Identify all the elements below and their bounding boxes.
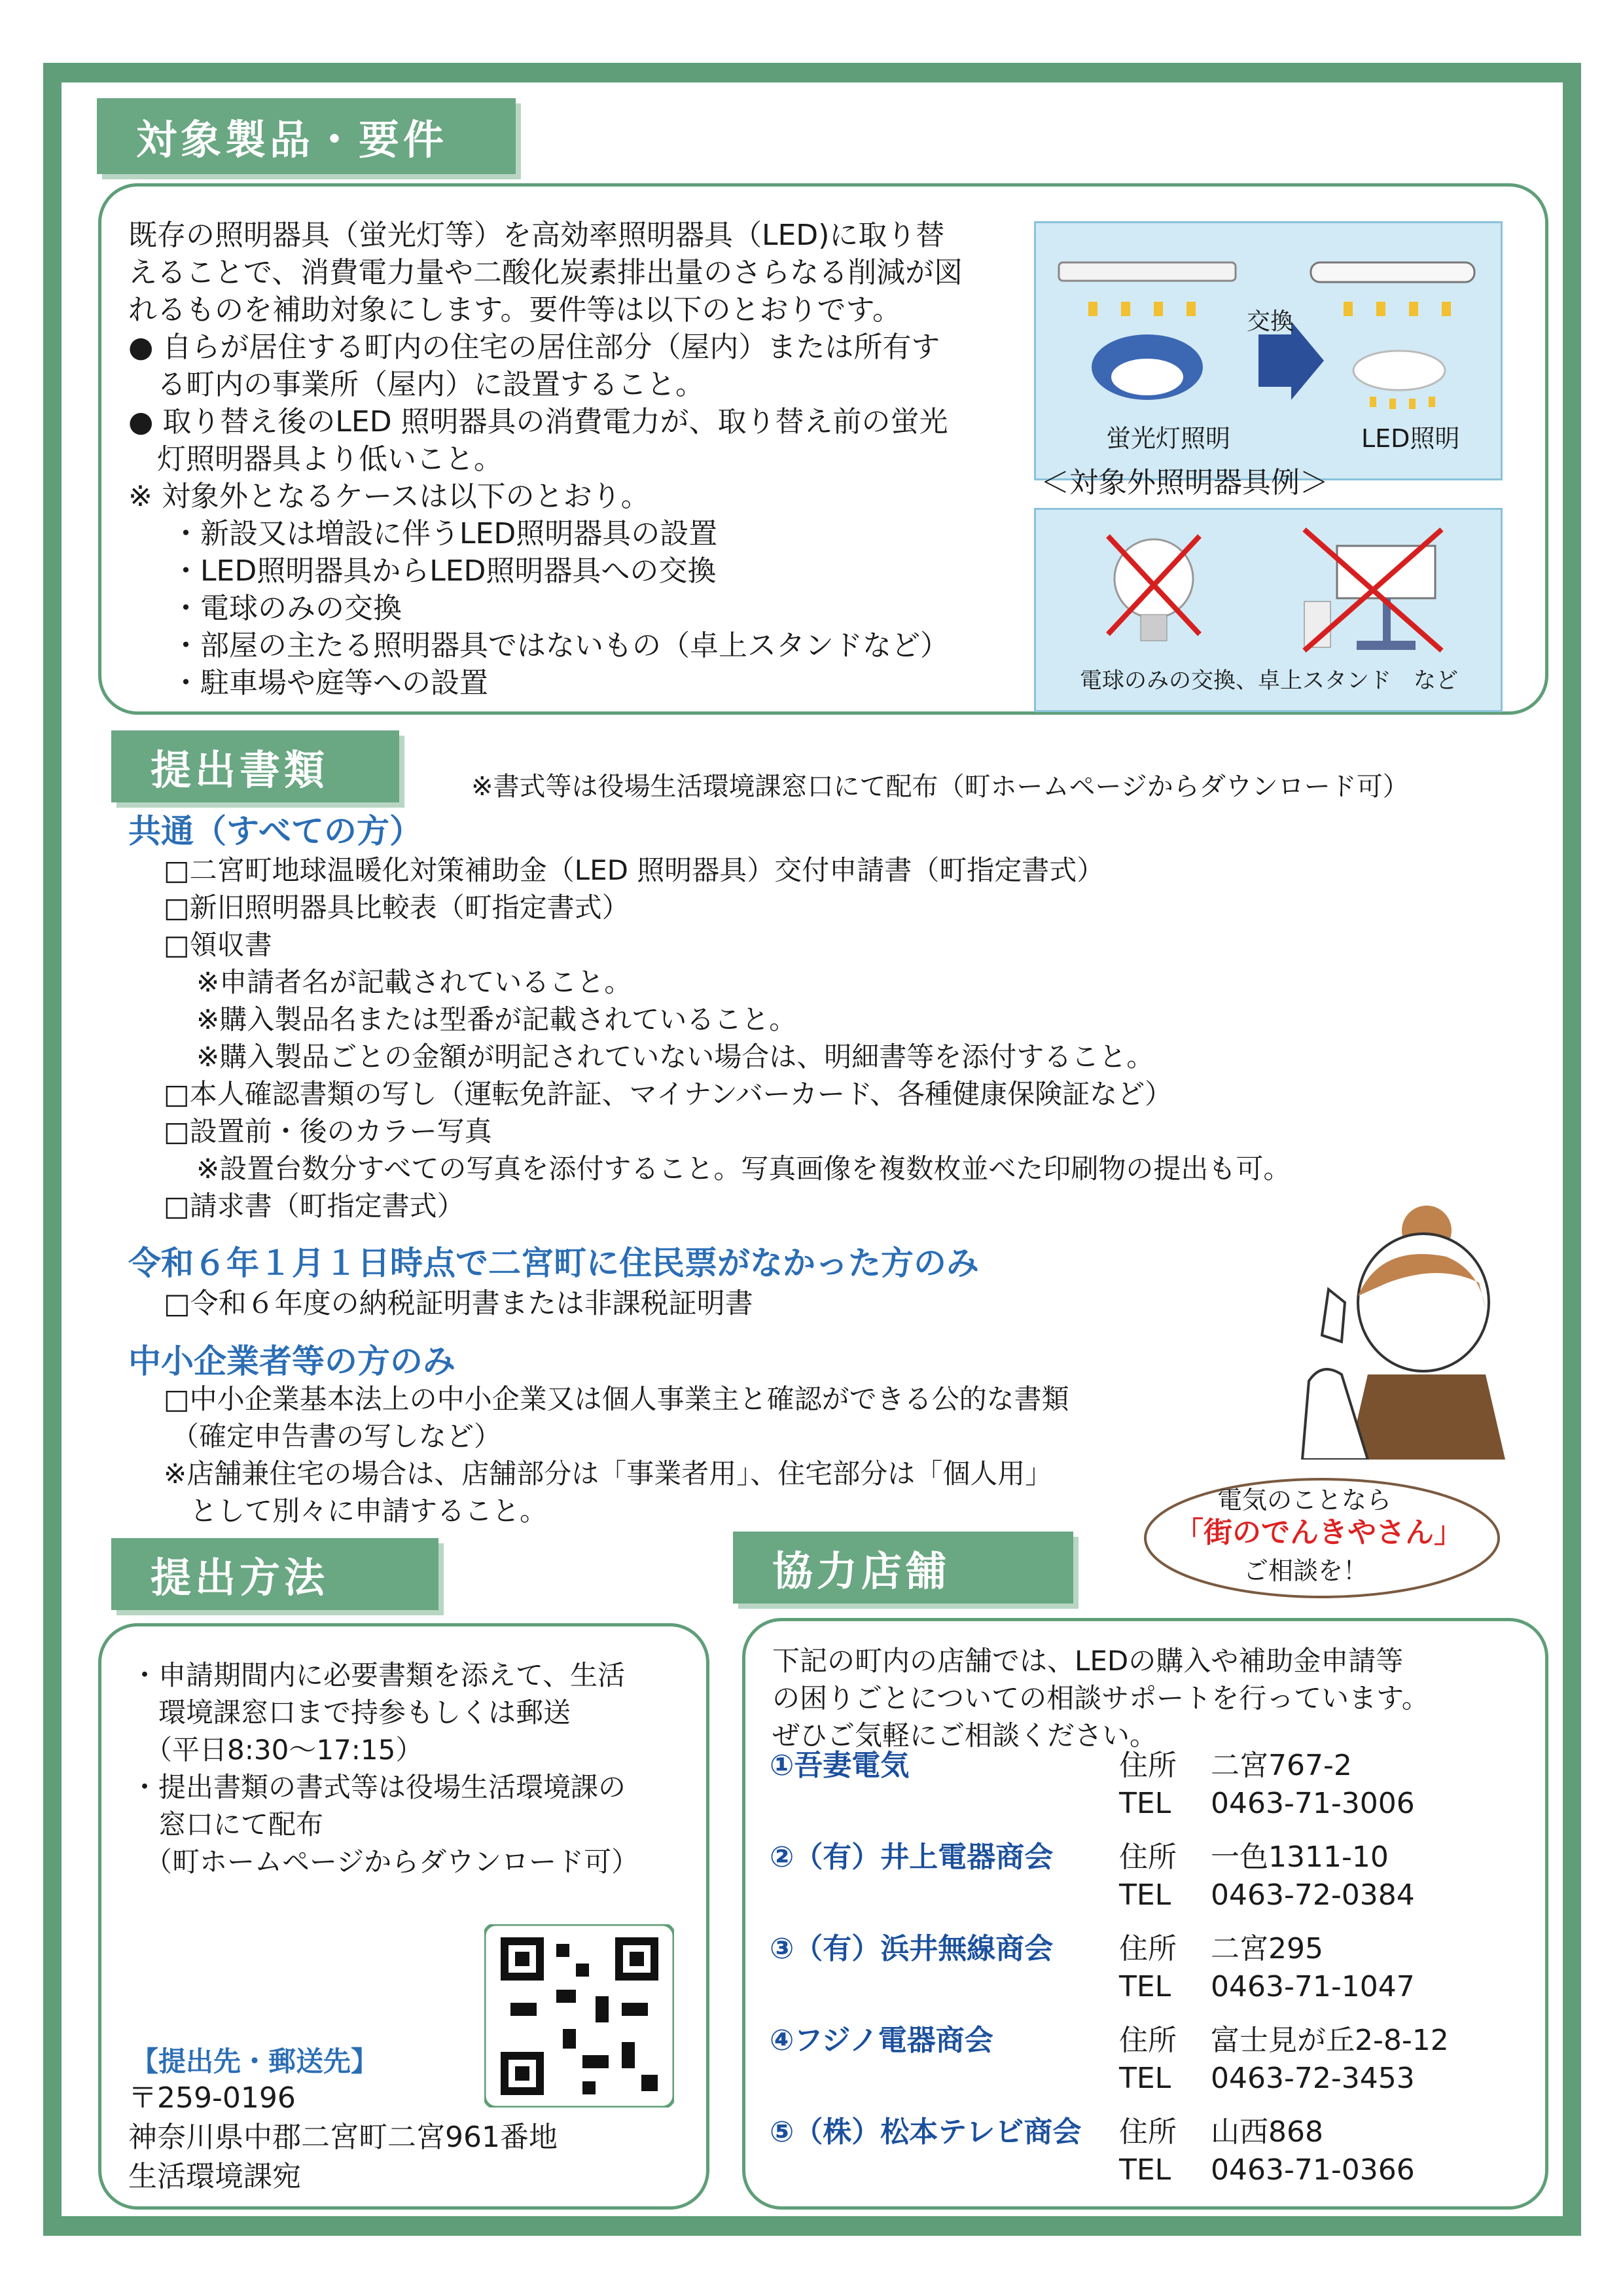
store-tel: 0463-72-0384 xyxy=(1211,1878,1415,1912)
excluded-examples-title: ＜対象外照明器具例＞ xyxy=(1041,466,1329,499)
requirement-line: る町内の事業所（屋内）に設置すること。 xyxy=(128,368,704,401)
intro-line: 下記の町内の店舗では、LEDの購入や補助金申請等 xyxy=(772,1645,1404,1677)
requirement-line: 既存の照明器具（蛍光灯等）を高効率照明器具（LED)に取り替 xyxy=(128,219,945,252)
bubble-line-3: ご相談を！ xyxy=(1243,1556,1368,1585)
exchange-label: 交換 xyxy=(1247,308,1294,335)
residents-title: 令和６年１月１日時点で二宮町に住民票がなかった方のみ xyxy=(128,1244,979,1282)
submission-line: （平日8:30～17:15） xyxy=(131,1734,423,1766)
bubble-line-2: 「街のでんきやさん」 xyxy=(1175,1516,1463,1549)
document-item: □本人確認書類の写し（運転免許証、マイナンバーカード、各種健康保険証など） xyxy=(164,1078,1173,1110)
store-tel: 0463-71-0366 xyxy=(1211,2153,1415,2187)
requirement-line: えることで、消費電力量や二酸化炭素排出量のさらなる削減が図 xyxy=(128,256,963,289)
store-tel: 0463-71-1047 xyxy=(1211,1970,1415,2003)
section-header-submission: 提出方法 xyxy=(111,1538,438,1610)
requirement-line: ・新設又は増設に伴うLED照明器具の設置 xyxy=(171,517,718,550)
excluded-caption: 電球のみの交換、卓上スタンド など xyxy=(1080,668,1458,694)
sme-item: として別々に申請すること。 xyxy=(190,1495,548,1527)
store-name: ⑤（株）松本テレビ商会 xyxy=(770,2115,1082,2149)
sme-item: □中小企業基本法上の中小企業又は個人事業主と確認ができる公的な書類 xyxy=(164,1383,1069,1415)
requirement-line: ・駐車場や庭等への設置 xyxy=(171,666,488,700)
destination-title: 【提出先・郵送先】 xyxy=(131,2045,379,2077)
woman-illustration-icon xyxy=(1283,1204,1544,1460)
department: 生活環境課宛 xyxy=(128,2160,301,2193)
document-item: □請求書（町指定書式） xyxy=(164,1190,465,1222)
submission-line: （町ホームページからダウンロード可） xyxy=(131,1846,639,1878)
submission-line: ・提出書類の書式等は役場生活環境課の xyxy=(131,1771,626,1803)
tel-label: TEL xyxy=(1119,2153,1171,2187)
requirement-line: れるものを補助対象にします。要件等は以下のとおりです。 xyxy=(128,293,901,327)
store-address: 山西868 xyxy=(1211,2115,1323,2149)
store-name: ①吾妻電気 xyxy=(770,1749,910,1782)
requirement-line: ※ 対象外となるケースは以下のとおり。 xyxy=(128,480,650,513)
section-header-documents: 提出書類 xyxy=(111,730,399,802)
requirement-line: ・LED照明器具からLED照明器具への交換 xyxy=(171,554,717,588)
document-item: ※購入製品ごとの金額が明記されていない場合は、明細書等を添付すること。 xyxy=(196,1041,1154,1073)
requirement-line: ● 自らが居住する町内の住宅の居住部分（屋内）または所有す xyxy=(128,331,940,364)
store-name: ③（有）浜井無線商会 xyxy=(770,1932,1054,1965)
store-name: ④フジノ電器商会 xyxy=(770,2024,993,2057)
sme-item: （確定申告書の写しなど） xyxy=(171,1420,502,1452)
store-address: 一色1311-10 xyxy=(1211,1840,1389,1874)
intro-line: の困りごとについての相談サポートを行っています。 xyxy=(772,1682,1429,1714)
document-item: ※購入製品名または型番が記載されていること。 xyxy=(196,1003,797,1035)
submission-line: 窓口にて配布 xyxy=(131,1808,324,1840)
tel-label: TEL xyxy=(1119,2062,1171,2095)
led-label: LED照明 xyxy=(1361,424,1460,453)
bubble-line-1: 電気のことなら xyxy=(1217,1486,1392,1515)
address-label: 住所 xyxy=(1119,1932,1177,1965)
common-title: 共通（すべての方） xyxy=(128,812,422,850)
address-label: 住所 xyxy=(1119,2115,1177,2149)
sme-item: ※店舗兼住宅の場合は、店舗部分は「事業者用」、住宅部分は「個人用」 xyxy=(164,1458,1053,1490)
address-label: 住所 xyxy=(1119,1749,1177,1782)
store-address: 二宮295 xyxy=(1211,1932,1323,1965)
document-item: □設置前・後のカラー写真 xyxy=(164,1115,492,1147)
intro-line: ぜひご気軽にご相談ください。 xyxy=(772,1719,1158,1751)
section-header-partner-stores: 協力店舗 xyxy=(733,1532,1073,1604)
submission-line: ・申請期間内に必要書類を添えて、生活 xyxy=(131,1659,626,1691)
requirement-line: ・部屋の主たる照明器具ではないもの（卓上スタンドなど） xyxy=(171,629,949,662)
sme-title: 中小企業者等の方のみ xyxy=(128,1342,455,1380)
tel-label: TEL xyxy=(1119,1878,1171,1912)
qr-code-icon xyxy=(484,1924,674,2108)
store-tel: 0463-72-3453 xyxy=(1211,2062,1415,2095)
excluded-bulb-and-lamp-icon xyxy=(1036,510,1501,667)
store-name: ②（有）井上電器商会 xyxy=(770,1840,1054,1874)
submission-line: 環境課窓口まで持参もしくは郵送 xyxy=(131,1696,571,1729)
document-item: ※申請者名が記載されていること。 xyxy=(196,966,632,998)
tel-label: TEL xyxy=(1119,1787,1171,1820)
requirement-line: ・電球のみの交換 xyxy=(171,592,402,625)
document-item: □二宮町地球温暖化対策補助金（LED 照明器具）交付申請書（町指定書式） xyxy=(164,854,1105,886)
documents-note: ※書式等は役場生活環境課窓口にて配布（町ホームページからダウンロード可） xyxy=(471,772,1409,802)
address-label: 住所 xyxy=(1119,2024,1177,2057)
document-item: □領収書 xyxy=(164,929,272,961)
section-header-target-products: 対象製品・要件 xyxy=(97,98,516,174)
store-address: 富士見が丘2-8-12 xyxy=(1211,2024,1449,2057)
store-tel: 0463-71-3006 xyxy=(1211,1787,1415,1820)
residents-line: □令和６年度の納税証明書または非課税証明書 xyxy=(164,1287,753,1320)
store-address: 二宮767-2 xyxy=(1211,1749,1352,1782)
tel-label: TEL xyxy=(1119,1970,1171,2003)
document-item: □新旧照明器具比較表（町指定書式） xyxy=(164,891,630,924)
address-label: 住所 xyxy=(1119,1840,1177,1874)
requirement-line: 灯照明器具より低いこと。 xyxy=(128,442,503,476)
postal-code: 〒259-0196 xyxy=(128,2081,296,2115)
requirement-line: ● 取り替え後のLED 照明器具の消費電力が、取り替え前の蛍光 xyxy=(128,405,948,439)
document-item: ※設置台数分すべての写真を添付すること。写真画像を複数枚並べた印刷物の提出も可。 xyxy=(196,1153,1291,1185)
address: 神奈川県中郡二宮町二宮961番地 xyxy=(128,2121,558,2154)
fluorescent-label: 蛍光灯照明 xyxy=(1106,424,1231,453)
